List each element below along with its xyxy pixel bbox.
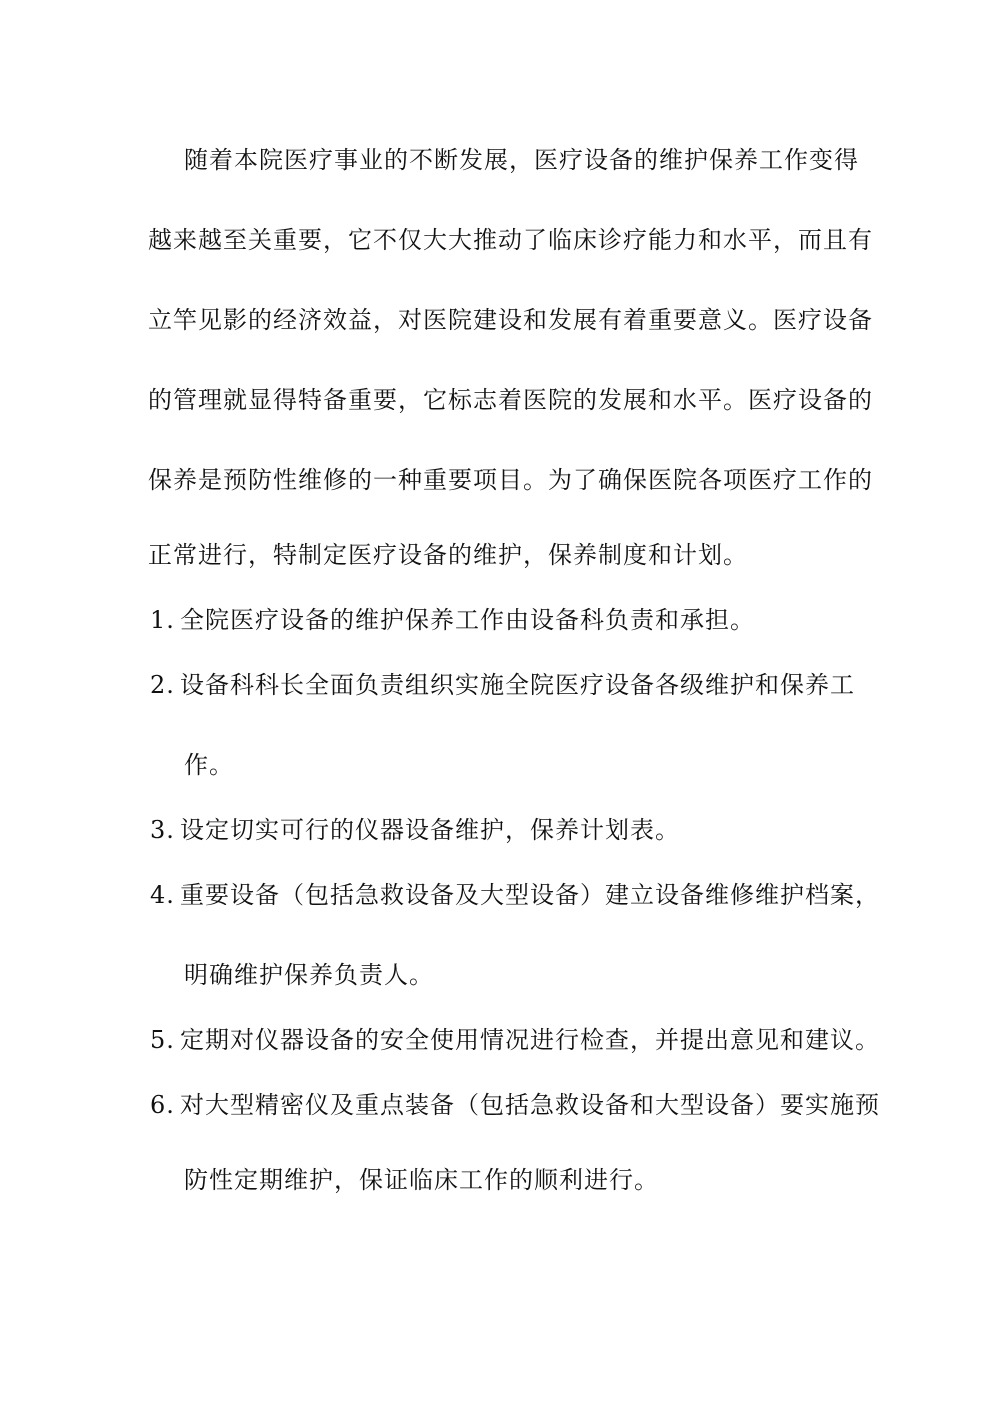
list-item-3 — [150, 815, 680, 845]
list-item-1 — [150, 605, 755, 635]
list-item-6-continuation: 防性定期维护，保证临床工作的顺利进行。 — [184, 1166, 659, 1194]
list-item-2-continuation: 作。 — [184, 751, 234, 779]
list-item-4-continuation: 明确维护保养负责人。 — [184, 961, 434, 989]
list-item-2 — [150, 670, 855, 700]
list-item-text: 设定切实可行的仪器设备维护，保养计划表。 — [180, 816, 680, 844]
list-item-number: 3. — [150, 816, 175, 844]
list-item-6 — [150, 1090, 880, 1120]
list-item-number: 6. — [150, 1091, 175, 1119]
list-item-number: 2. — [150, 671, 175, 699]
intro-line-3: 立竿见影的经济效益，对医院建设和发展有着重要意义。医疗设备 — [148, 306, 873, 334]
intro-line-1: 随着本院医疗事业的不断发展，医疗设备的维护保养工作变得 — [184, 146, 859, 174]
list-item-text: 重要设备（包括急救设备及大型设备）建立设备维修维护档案， — [180, 881, 880, 909]
intro-line-2: 越来越至关重要，它不仅大大推动了临床诊疗能力和水平，而且有 — [148, 226, 873, 254]
list-item-number: 1. — [150, 606, 175, 634]
list-item-number: 4. — [150, 881, 175, 909]
intro-line-4: 的管理就显得特备重要，它标志着医院的发展和水平。医疗设备的 — [148, 386, 873, 414]
list-item-text: 对大型精密仪及重点装备（包括急救设备和大型设备）要实施预 — [180, 1091, 880, 1119]
list-item-text: 设备科科长全面负责组织实施全院医疗设备各级维护和保养工 — [180, 671, 855, 699]
list-item-text: 全院医疗设备的维护保养工作由设备科负责和承担。 — [180, 606, 755, 634]
list-item-5 — [150, 1025, 880, 1055]
list-item-text: 定期对仪器设备的安全使用情况进行检查，并提出意见和建议。 — [180, 1026, 880, 1054]
list-item-number: 5. — [150, 1026, 175, 1054]
intro-line-5: 保养是预防性维修的一种重要项目。为了确保医院各项医疗工作的 — [148, 466, 873, 494]
list-item-4 — [150, 880, 880, 910]
intro-line-6: 正常进行，特制定医疗设备的维护，保养制度和计划。 — [148, 541, 748, 569]
